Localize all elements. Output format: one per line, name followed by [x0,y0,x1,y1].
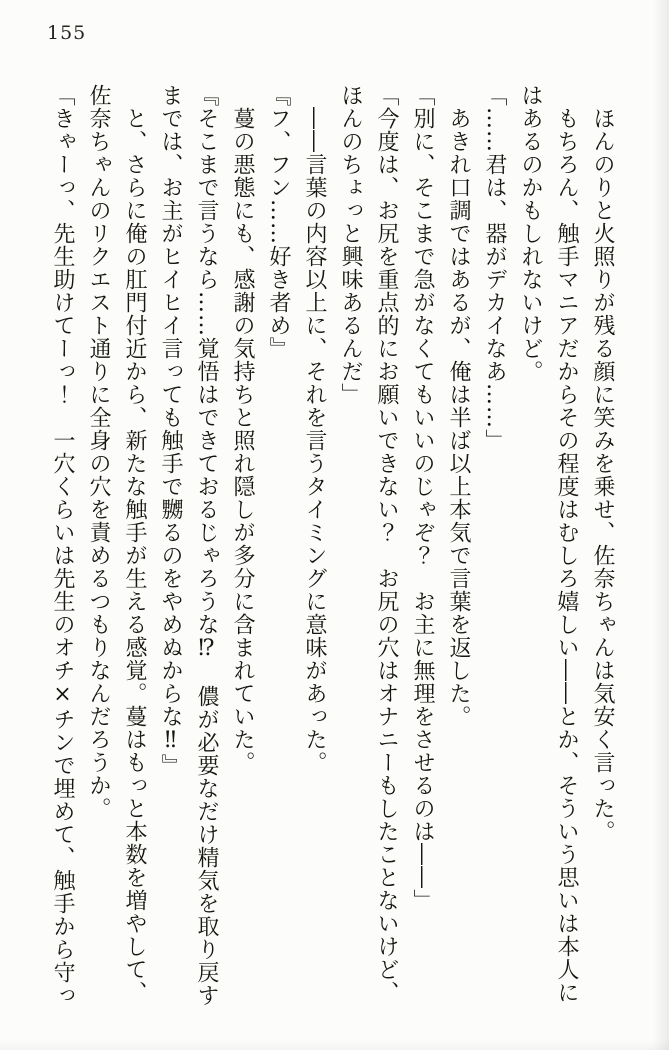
text-line: 「別に、そこまで急がなくてもいいのじゃぞ？ お主に無理をさせるのは――」 [410,84,435,912]
text-line: 「今度は、お尻を重点的にお願いできない？ お尻の穴はオナニーもしたことないけど、 [374,84,399,1004]
text-line: もちろん、触手マニアだからその程度はむしろ嬉しい――とか、そういう思いは本人に [554,107,579,1004]
text-line: 佐奈ちゃんのリクエスト通りに全身の穴を責めるつもりなんだろうか。 [86,84,111,820]
novel-text-block [44,84,620,1008]
text-line: 「……君は、器がデカイなあ……」 [482,84,507,452]
text-line: 『フ、フン……好き者め』 [266,84,291,360]
text-line: ほんのちょっと興味あるんだ」 [338,84,363,406]
text-line: ほんのりと火照りが残る顔に笑みを乗せ、佐奈ちゃんは気安く言った。 [590,107,615,843]
text-line: はあるのかもしれないけど。 [518,84,543,383]
text-line: 「きゃーっ、先生助けてーっ！ 一穴くらいは先生のオチ×チンで埋めて、触手から守っ [50,84,75,1007]
page-edge-shadow-bottom [0,1040,669,1050]
text-line: あきれ口調ではあるが、俺は半ば以上本気で言葉を返した。 [446,107,471,728]
text-line: と、さらに俺の肛門付近から、新たな触手が生える感覚。蔓はもっと本数を増やして、 [122,107,147,1004]
text-line: までは、お主がヒイヒイ言っても触手で嬲るのをやめぬからな‼』 [158,84,183,777]
text-line: ――言葉の内容以上に、それを言うタイミングに意味があった。 [302,107,327,774]
text-line: 『そこまで言うなら……覚悟はできておるじゃろうな⁉ 儂が必要なだけ精気を取り戻す [194,84,219,1007]
page-number: 155 [47,22,87,44]
page-edge-shadow-right [653,0,669,1050]
text-line: 蔓の悪態にも、感謝の気持ちと照れ隠しが多分に含まれていた。 [230,107,255,774]
